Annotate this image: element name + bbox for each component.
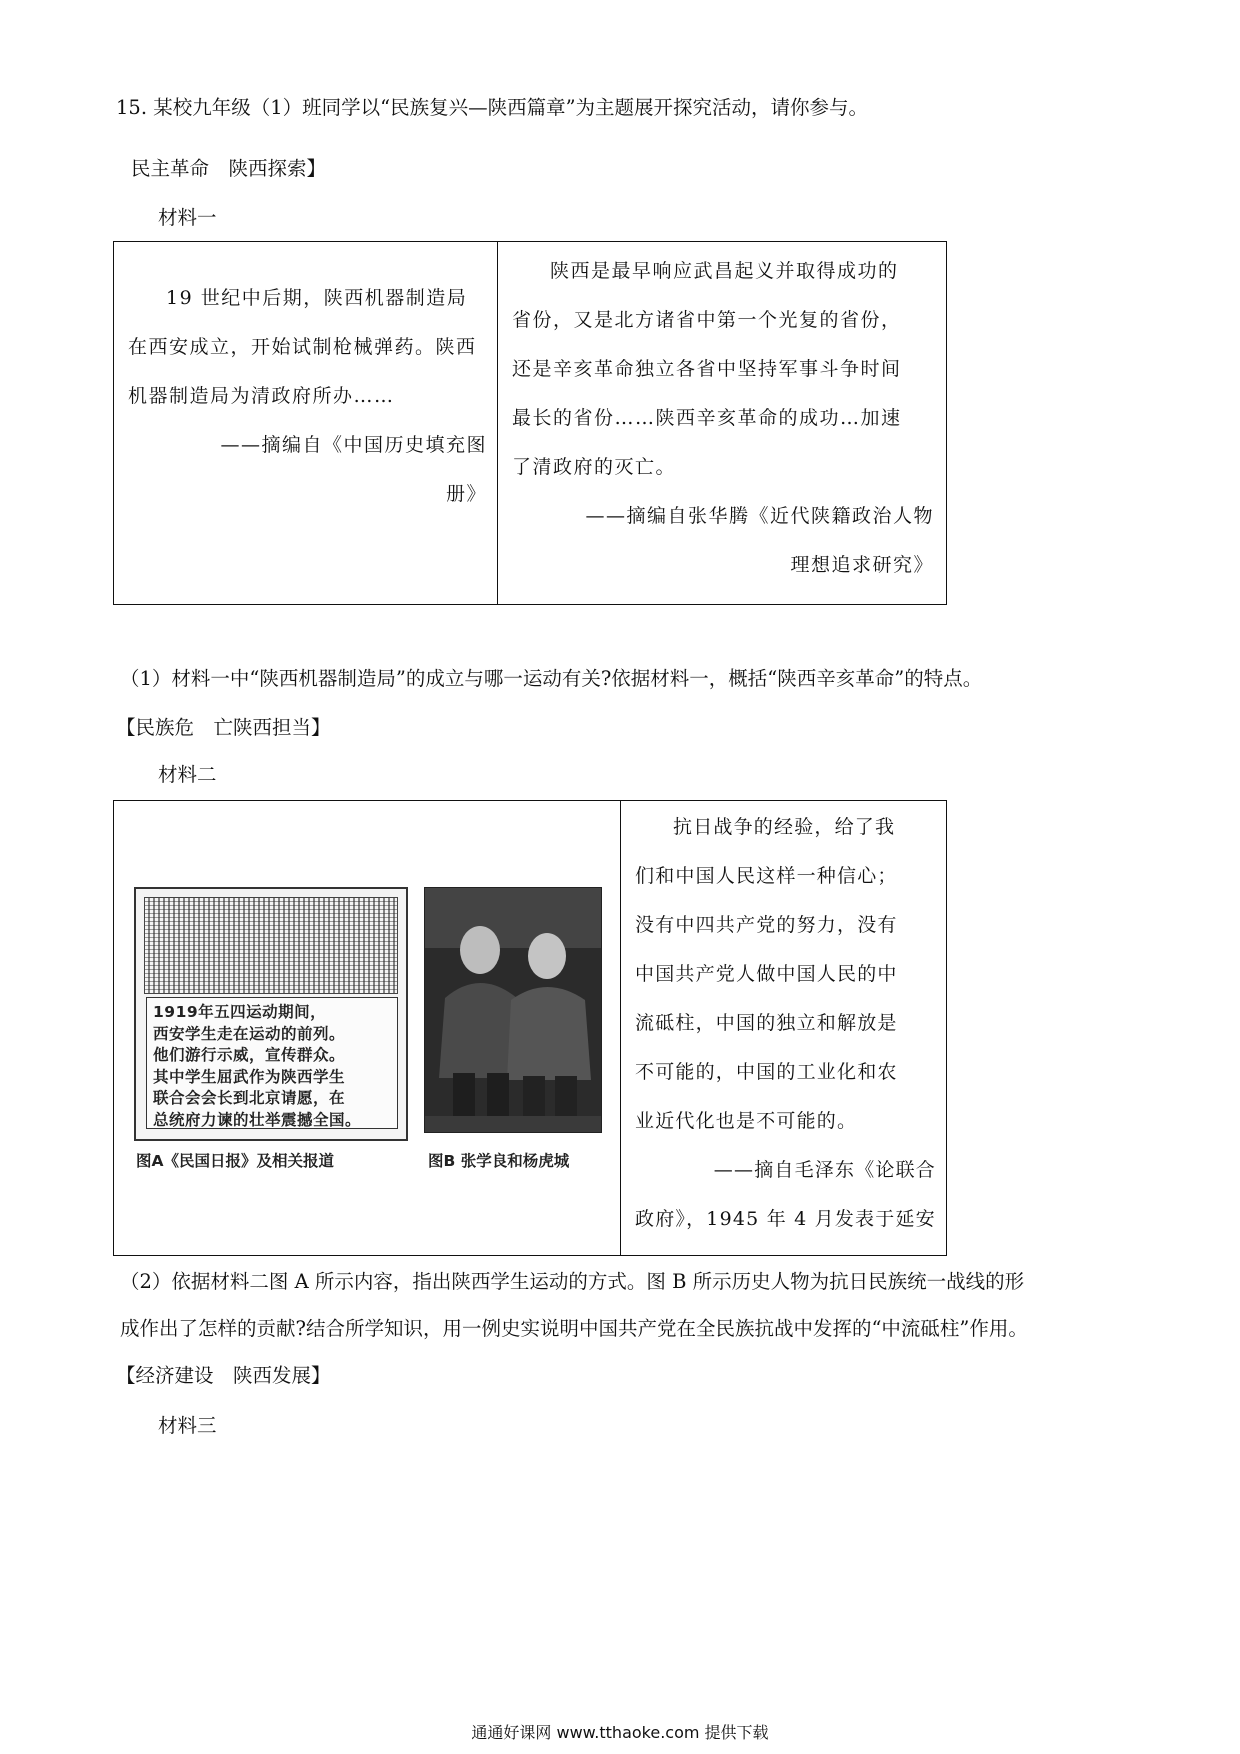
material-1-left-line: 19 世纪中后期，陕西机器制造局 (166, 287, 468, 309)
material-2-quote-source: ——摘自毛泽东《论联合 (713, 1159, 936, 1181)
material-2-quote-line: 们和中国人民这样一种信心； (635, 865, 898, 887)
material-1-left-source: 册》 (445, 483, 487, 505)
material-2-quote-line: 中国共产党人做中国人民的中 (635, 963, 898, 985)
figure-a-caption: 图A《民国日报》及相关报道 (136, 1152, 334, 1170)
material-2-quote-line: 没有中四共产党的努力，没有 (635, 914, 898, 936)
section-heading-3: 【经济建设 陕西发展】 (116, 1364, 331, 1387)
material-1-table (113, 241, 947, 605)
material-1-right-line: 陕西是最早响应武昌起义并取得成功的 (550, 260, 899, 282)
question-intro: 15. 某校九年级（1）班同学以“民族复兴—陕西篇章”为主题展开探究活动，请你参与。 (116, 96, 869, 119)
section-heading-1: 民主革命 陕西探索】 (131, 157, 327, 180)
material-1-right-line: 最长的省份……陕西辛亥革命的成功…加速 (512, 407, 902, 429)
newspaper-columns-image (144, 897, 398, 994)
question-2-line-2: 成作出了怎样的贡献?结合所学知识，用一例史实说明中国共产党在全民族抗战中发挥的“中流砥柱”作用。 (120, 1317, 1028, 1340)
material-1-right-source: 理想追求研究》 (790, 554, 934, 576)
material-3-label: 材料三 (158, 1414, 217, 1437)
material-1-right-line: 了清政府的灭亡。 (512, 456, 677, 478)
material-1-right-source: ——摘编自张华腾《近代陕籍政治人物 (585, 505, 934, 527)
figure-b-photo (424, 887, 602, 1133)
figure-b-caption: 图B 张学良和杨虎城 (428, 1152, 570, 1170)
material-1-right-cell (498, 242, 947, 605)
material-2-quote-line: 抗日战争的经验，给了我 (673, 816, 896, 838)
material-2-quote-cell (621, 801, 947, 1256)
material-1-right-line: 省份，又是北方诸省中第一个光复的省份， (512, 309, 902, 331)
material-1-right-line: 还是辛亥革命独立各省中坚持军事斗争时间 (512, 358, 902, 380)
material-1-left-line: 在西安成立，开始试制枪械弹药。陕西 (128, 336, 477, 358)
material-2-figures-cell (114, 801, 621, 1256)
material-1-left-cell (114, 242, 498, 605)
material-2-label: 材料二 (158, 763, 217, 786)
page-footer: 通通好课网 www.tthaoke.com 提供下载 (471, 1723, 769, 1742)
figure-a-newspaper (134, 887, 408, 1141)
question-1: （1）材料一中“陕西机器制造局”的成立与哪一运动有关?依据材料一，概括“陕西辛亥革命”的特点。 (120, 667, 983, 690)
material-2-table (113, 800, 947, 1256)
material-2-quote-line: 流砥柱，中国的独立和解放是 (635, 1012, 898, 1034)
material-2-quote-source: 政府》，1945 年 4 月发表于延安 (635, 1208, 936, 1230)
material-1-left-source: ——摘编自《中国历史填充图 (220, 434, 487, 456)
material-2-quote-line: 不可能的，中国的工业化和农 (635, 1061, 898, 1083)
section-heading-2: 【民族危 亡陕西担当】 (116, 716, 331, 739)
material-1-left-line: 机器制造局为清政府所办…… (128, 385, 395, 407)
figure-a-report-text: 1919年五四运动期间， 西安学生走在运动的前列。 他们游行示威，宣传群众。 其中学生屈武作为陕西学生 联合会会长到北京请愿，在 总统府力谏的壮举震撼全国。 (146, 997, 398, 1129)
question-2-line-1: （2）依据材料二图 A 所示内容，指出陕西学生运动的方式。图 B 所示历史人物为抗日民族统一战线的形 (120, 1270, 1025, 1293)
material-1-label: 材料一 (158, 206, 217, 229)
figure-b-photo-image (425, 888, 601, 1132)
material-2-quote-line: 业近代化也是不可能的。 (635, 1110, 858, 1132)
